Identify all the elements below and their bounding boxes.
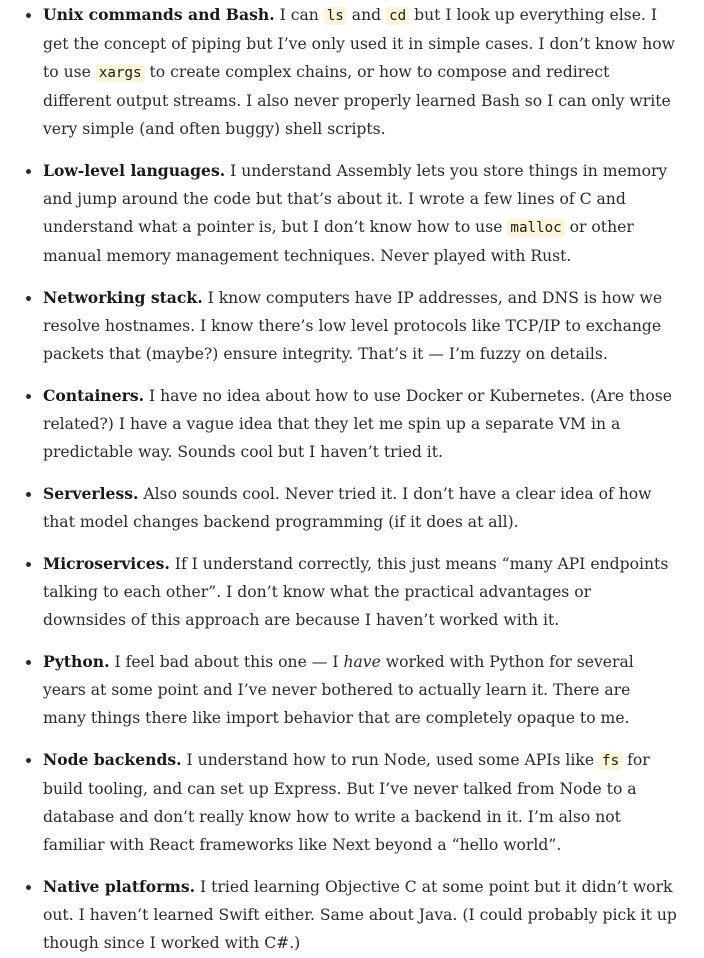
item-term: Node backends. <box>43 750 182 769</box>
item-text: or other manual memory management techniques. Never played with Rust. <box>43 218 634 265</box>
item-text: worked with Python for several years at some point and I’ve never bothered to actually learn it. There are many things there like import behavior that are completely opaque to me. <box>43 653 634 727</box>
list-item-node-backends <box>43 746 677 859</box>
emphasis-text: have <box>343 653 381 671</box>
item-term: Low-level languages. <box>43 161 226 180</box>
list-item-networking-stack <box>43 284 677 368</box>
inline-code: malloc <box>507 219 564 237</box>
list-item-containers <box>43 382 677 466</box>
inline-code: cd <box>386 7 409 25</box>
item-text: If I understand correctly, this just means “many API endpoints talking to each other”. I don’t know what the practical advantages or downsides of this approach are because I haven’t worked with it. <box>43 555 669 629</box>
skills-list <box>0 1 677 957</box>
item-text: and <box>346 6 387 24</box>
list-item-python <box>43 648 677 732</box>
item-text: I have no idea about how to use Docker or Kubernetes. (Are those related?) I have a vague idea that they let me spin up a separate VM in a predictable way. Sounds cool but I haven’t tried it. <box>43 387 672 461</box>
item-term: Serverless. <box>43 484 139 503</box>
inline-code: ls <box>324 7 347 25</box>
item-text: I know computers have IP addresses, and DNS is how we resolve hostnames. I know there’s low level protocols like TCP/IP to exchange packets that (maybe?) ensure integrity. That’s it — I’m fuzzy on details. <box>43 289 663 363</box>
item-text: to create complex chains, or how to compose and redirect different output streams. I also never properly learned Bash so I can only write very simple (and often buggy) shell scripts. <box>43 63 671 138</box>
list-item-unix-bash <box>43 1 677 143</box>
item-text: I can <box>274 6 324 24</box>
list-item-low-level-languages <box>43 157 677 270</box>
item-term: Native platforms. <box>43 877 196 896</box>
item-text: Also sounds cool. Never tried it. I don’t have a clear idea of how that model changes backend programming (if it does at all). <box>43 485 652 531</box>
item-text: I feel bad about this one — I <box>109 653 344 671</box>
item-text: for build tooling, and can set up Express. But I’ve never talked from Node to a database and don’t really know how to write a backend in it. I’m also not familiar with React frameworks like Next beyond a “hello world”. <box>43 751 650 854</box>
item-term: Networking stack. <box>43 288 203 307</box>
list-item-native-platforms <box>43 873 677 957</box>
inline-code: xargs <box>96 64 145 82</box>
item-text: but I look up everything else. I get the concept of piping but I’ve only used it in simple cases. I don’t know how to use <box>43 6 676 81</box>
item-term: Containers. <box>43 386 145 405</box>
inline-code: fs <box>599 752 622 770</box>
item-term: Microservices. <box>43 554 170 573</box>
item-text: I tried learning Objective C at some point but it didn’t work out. I haven’t learned Swift either. Same about Java. (I could probably pick it up though since I worked with C#.) <box>43 878 677 952</box>
list-item-serverless <box>43 480 677 536</box>
item-text: I understand how to run Node, used some APIs like <box>181 751 600 769</box>
item-term: Unix commands and Bash. <box>43 5 275 24</box>
item-text: I understand Assembly lets you store things in memory and jump around the code but that’s about it. I wrote a few lines of C and understand what a pointer is, but I don’t know how to use <box>43 162 668 236</box>
item-term: Python. <box>43 652 110 671</box>
list-item-microservices <box>43 550 677 634</box>
